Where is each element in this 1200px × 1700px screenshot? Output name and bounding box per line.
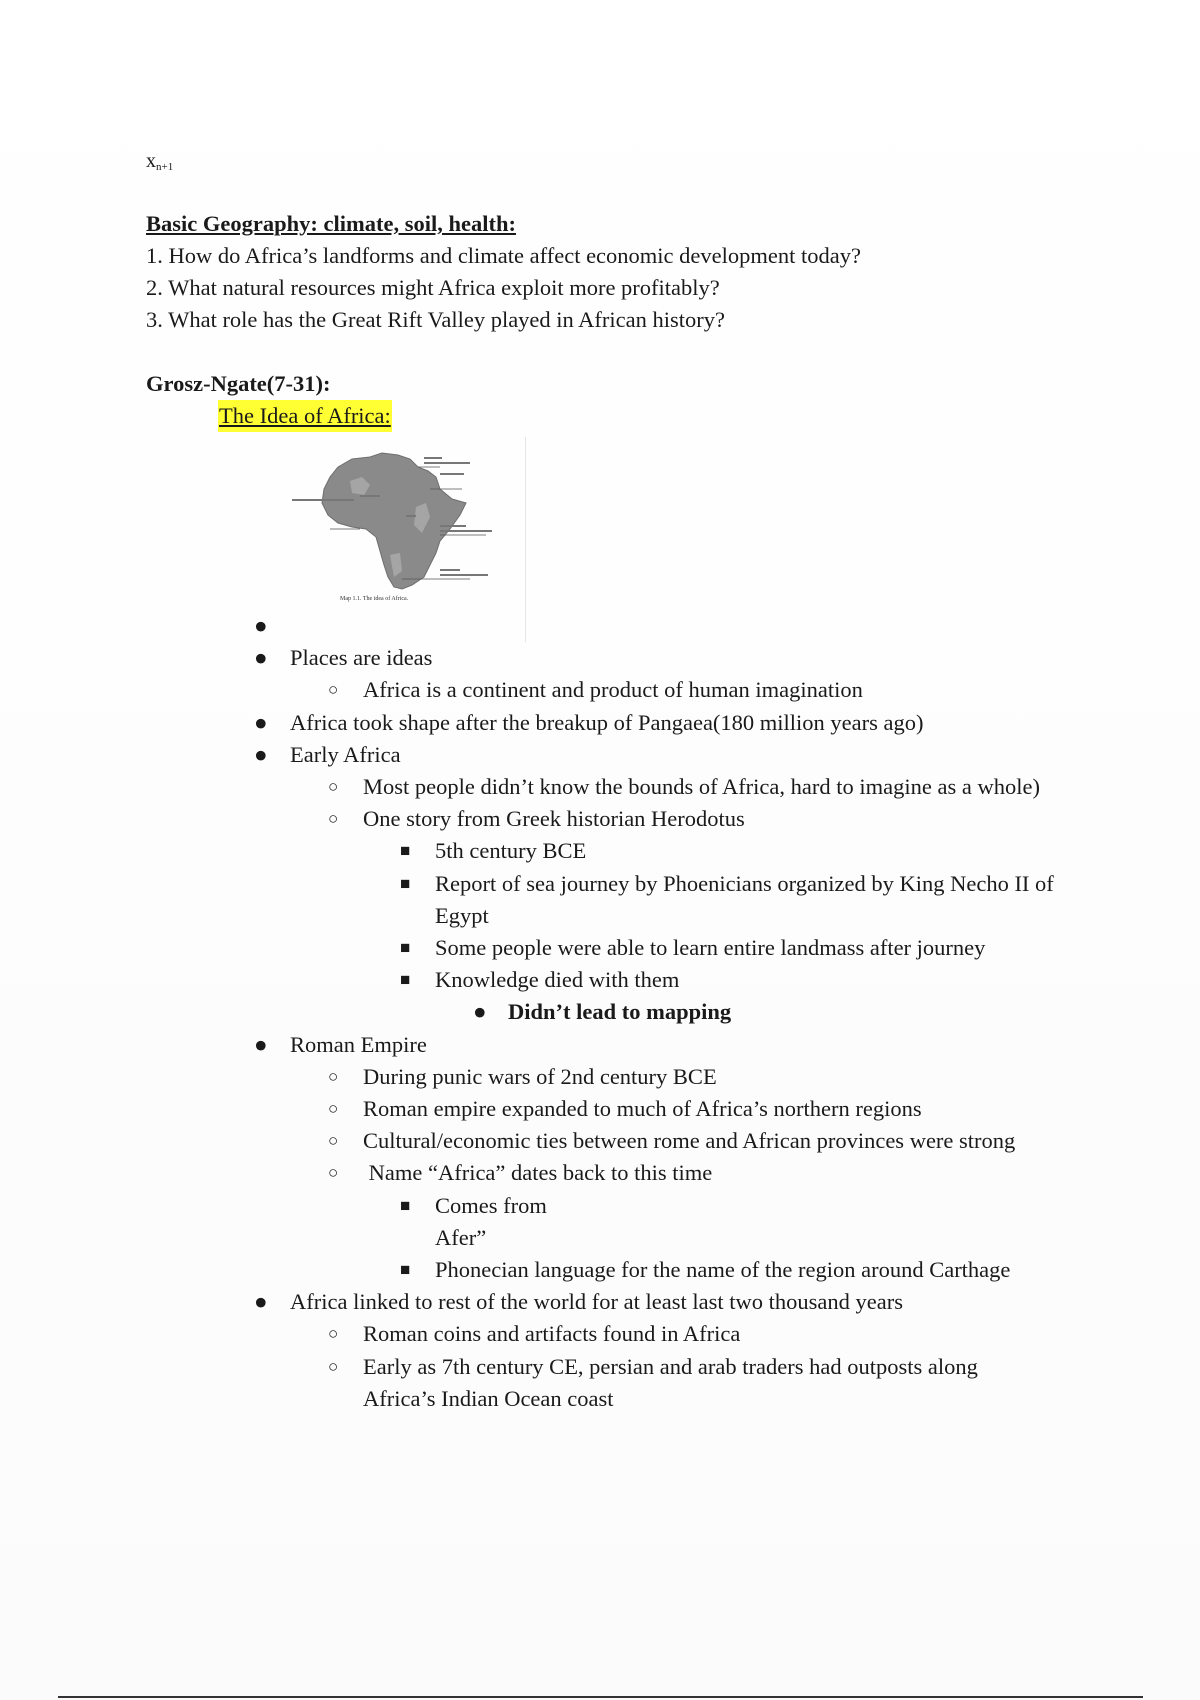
list-item-text: Places are ideas xyxy=(290,645,433,671)
list-item xyxy=(0,1125,1200,1157)
bullet-disc-icon: ● xyxy=(254,741,268,767)
list-item xyxy=(0,642,1200,674)
list-item-text: Africa linked to rest of the world for at least last two thousand years xyxy=(290,1289,903,1315)
bullet-square-icon: ■ xyxy=(400,841,411,861)
list-item xyxy=(0,1061,1200,1093)
list-item-text: Most people didn’t know the bounds of Africa, hard to imagine as a whole) xyxy=(363,774,1040,800)
bullet-disc-icon: ● xyxy=(254,613,268,638)
bullet-circle-icon: ○ xyxy=(328,1324,339,1344)
list-item-text: Knowledge died with them xyxy=(435,967,680,993)
bullet-circle-icon: ○ xyxy=(328,809,339,829)
list-item-text: During punic wars of 2nd century BCE xyxy=(363,1063,717,1089)
bullet-circle-icon: ○ xyxy=(328,777,339,797)
marker-subscript: n+1 xyxy=(156,161,174,173)
list-item-text: Africa took shape after the breakup of Pangaea(180 million years ago) xyxy=(290,709,924,735)
geography-question-3: 3. What role has the Great Rift Valley played in African history? xyxy=(146,307,726,332)
bullet-square-icon: ■ xyxy=(400,1195,411,1215)
list-item xyxy=(0,1093,1200,1125)
list-item xyxy=(0,868,1200,932)
list-item xyxy=(0,1254,1200,1286)
list-item xyxy=(0,964,1200,996)
list-item-text: Comes from xyxy=(435,1192,547,1218)
list-item-text: 5th century BCE xyxy=(435,838,587,864)
page-marker xyxy=(146,150,173,173)
list-item-text: Phonecian language for the name of the region around Carthage xyxy=(435,1257,1011,1283)
list-item xyxy=(0,739,1200,771)
list-item-text: Early Africa xyxy=(290,741,401,767)
bullet-square-icon: ■ xyxy=(400,938,411,958)
list-item xyxy=(0,1157,1200,1189)
list-item-empty xyxy=(0,610,1200,642)
bullet-disc-icon: ● xyxy=(254,1031,268,1057)
list-item xyxy=(0,1029,1200,1061)
list-item-text: Name “Africa” dates back to this time xyxy=(363,1160,713,1186)
list-item-text: Roman coins and artifacts found in Africa xyxy=(363,1321,741,1347)
list-item xyxy=(0,1351,1200,1415)
list-item-text: Roman empire expanded to much of Africa’s northern regions xyxy=(363,1096,922,1122)
list-item-text: Africa is a continent and product of human imagination xyxy=(363,677,863,703)
list-item xyxy=(0,803,1200,835)
list-item xyxy=(0,996,1200,1028)
bullet-square-icon: ■ xyxy=(400,1260,411,1280)
bullet-circle-icon: ○ xyxy=(328,1131,339,1151)
map-caption: Map 1.1. The idea of Africa. xyxy=(340,596,409,602)
list-item xyxy=(0,1190,1200,1254)
bullet-circle-icon: ○ xyxy=(328,680,339,700)
bullet-disc-icon: ● xyxy=(254,1289,268,1315)
bullet-disc-icon: ● xyxy=(254,645,268,671)
list-item xyxy=(0,674,1200,706)
bullet-circle-icon: ○ xyxy=(328,1356,339,1376)
geography-section xyxy=(146,208,861,336)
list-item xyxy=(0,1318,1200,1350)
list-item-text: Cultural/economic ties between rome and African provinces were strong xyxy=(363,1128,1016,1154)
list-item xyxy=(0,707,1200,739)
reading-heading: Grosz-Ngate(7-31): xyxy=(146,371,331,396)
list-item xyxy=(0,932,1200,964)
bullet-disc-icon: ● xyxy=(473,999,487,1025)
list-item-text: One story from Greek historian Herodotus xyxy=(363,806,745,832)
bullet-square-icon: ■ xyxy=(400,970,411,990)
bullet-circle-icon: ○ xyxy=(328,1163,339,1183)
bullet-disc-icon: ● xyxy=(254,709,268,735)
list-item-text: Roman Empire xyxy=(290,1031,427,1057)
list-item-text: Report of sea journey by Phoenicians organized by King Necho II of Egypt xyxy=(435,870,1054,928)
page-bottom-rule xyxy=(58,1696,1143,1698)
list-item-text-continued: Afer” xyxy=(435,1224,487,1250)
geography-question-1: 1. How do Africa’s landforms and climate affect economic development today? xyxy=(146,243,861,268)
list-item xyxy=(0,835,1200,867)
marker-base: x xyxy=(146,150,156,172)
list-item xyxy=(0,1286,1200,1318)
bullet-circle-icon: ○ xyxy=(328,1066,339,1086)
list-item-text: Early as 7th century CE, persian and arab traders had outposts along Africa’s Indian Ocean coast xyxy=(363,1353,978,1411)
list-item-text: Some people were able to learn entire landmass after journey xyxy=(435,935,986,961)
geography-heading: Basic Geography: climate, soil, health: xyxy=(146,211,516,236)
notes-list xyxy=(0,610,1200,1415)
list-item xyxy=(0,771,1200,803)
list-item-text: Didn’t lead to mapping xyxy=(508,999,732,1025)
geography-question-2: 2. What natural resources might Africa exploit more profitably? xyxy=(146,275,720,300)
reading-subheading: The Idea of Africa: xyxy=(218,400,392,432)
bullet-circle-icon: ○ xyxy=(328,1099,339,1119)
bullet-square-icon: ■ xyxy=(400,873,411,893)
